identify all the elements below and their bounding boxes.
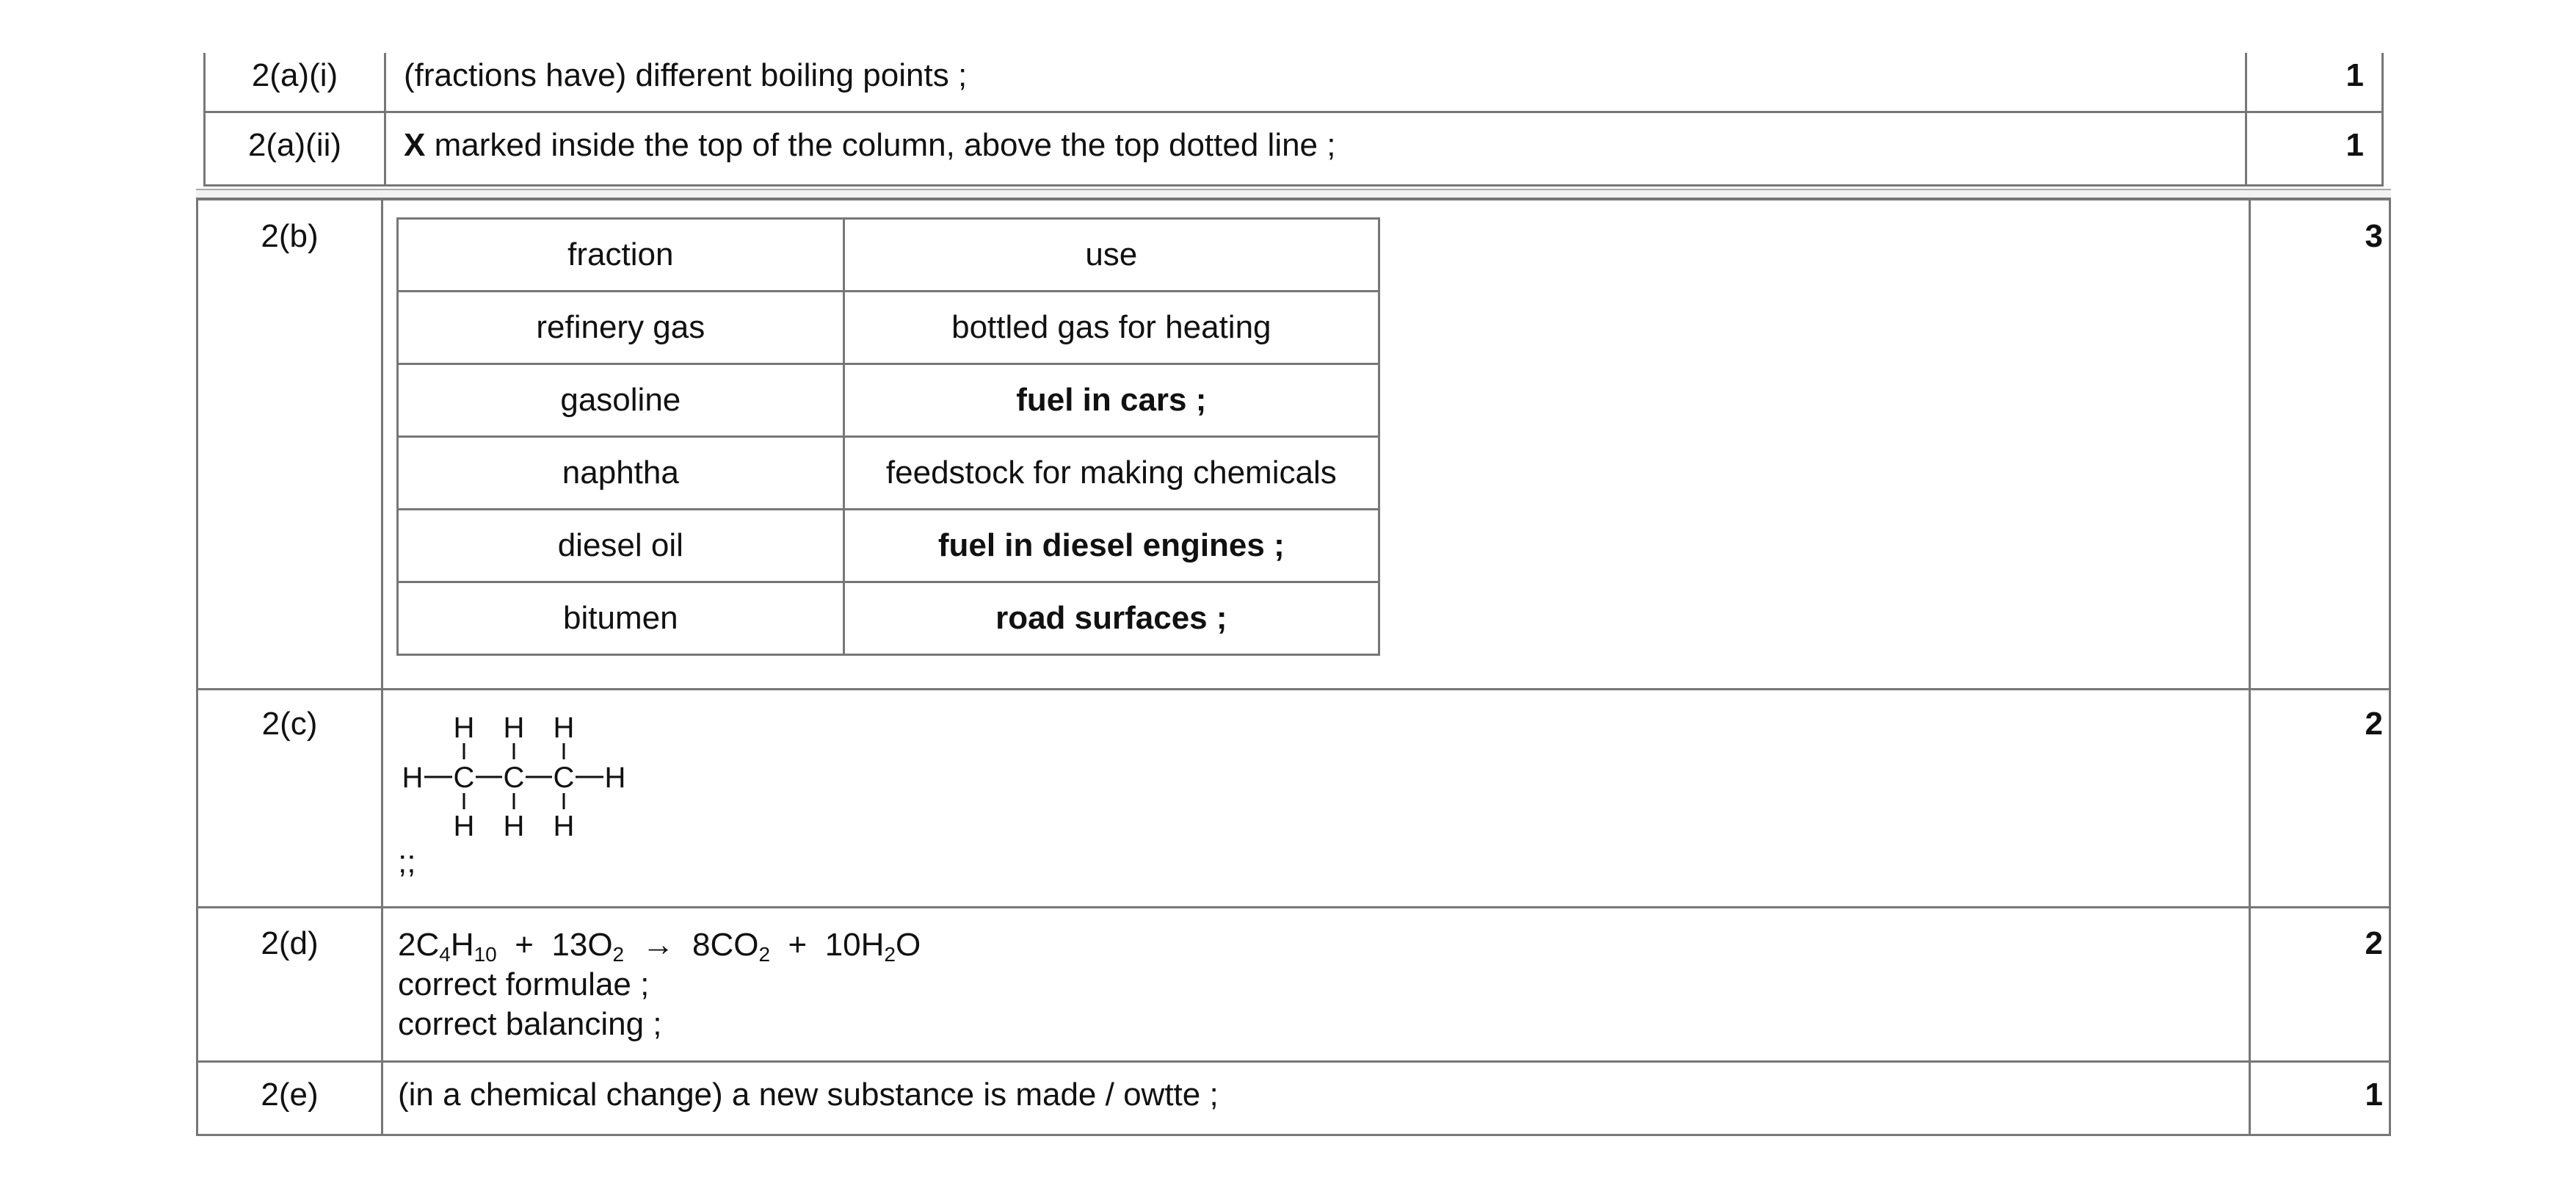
marks-value: 1 [2345,127,2364,163]
question-number: 2(c) [261,706,318,742]
answer-text [404,111,2224,184]
atom-h: H [604,762,626,794]
marks-value: 2 [2365,706,2383,742]
answer-rest: marked inside the top of the column, above the top dotted line ; [425,127,1336,163]
fraction-cell: bitumen [398,582,844,655]
atom-h: H [503,712,525,744]
atom-h: H [453,712,475,744]
marks-value: 3 [2365,218,2383,254]
atom-h: H [553,810,575,836]
answer-bold-mark: X [404,127,426,163]
atom-c: C [503,762,525,794]
atom-h: H [553,712,575,744]
marking-point: correct balancing ; [398,1006,662,1042]
question-number: 2(e) [261,1077,319,1113]
fraction-cell: gasoline [398,364,844,437]
question-number: 2(a)(ii) [247,127,342,163]
use-cell-answer: road surfaces ; [843,582,1379,655]
fraction-use-table [396,217,1380,656]
question-number: 2(a)(i) [251,57,338,93]
row-2e [196,1060,2391,1136]
table-header-row [398,219,1379,292]
marks-value: 1 [2345,57,2364,93]
atom-h: H [402,762,424,794]
use-cell: bottled gas for heating [843,292,1379,364]
answer-text [398,906,2233,1060]
use-cell-answer: fuel in diesel engines ; [843,510,1379,582]
atom-c: C [453,762,475,794]
question-number: 2(d) [261,925,319,961]
fraction-cell: refinery gas [398,292,844,364]
answer-marks-suffix: ;; [398,844,416,880]
atom-h: H [453,810,475,836]
header-use: use [843,219,1379,292]
marks-value: 2 [2365,925,2383,961]
marks-value: 1 [2365,1077,2383,1113]
answer-text: (fractions have) different boiling points ; [404,57,968,93]
table-separator [196,189,2391,199]
balanced-equation: $2C_4H_{10} + 13O_2 \to 8CO_2 + 10H_2O$ [398,927,921,966]
table-row [398,582,1379,655]
answer-text: (in a chemical change) a new substance is made / owtte ; [398,1077,1219,1113]
row-2d [196,906,2391,1063]
row-2a-ii [203,111,2384,187]
row-2a-i [203,53,2384,113]
table-row [398,364,1379,437]
propane-structural-formula [398,711,633,836]
use-cell: feedstock for making chemicals [843,437,1379,510]
fraction-cell: naphtha [398,437,844,510]
question-number: 2(b) [261,218,319,254]
atom-h: H [503,810,525,836]
fraction-cell: diesel oil [398,510,844,582]
table-row [398,510,1379,582]
table-row [398,292,1379,364]
atom-c: C [553,762,575,794]
header-fraction: fraction [398,219,844,292]
marking-point: correct formulae ; [398,966,650,1002]
table-row [398,437,1379,510]
use-cell-answer: fuel in cars ; [843,364,1379,437]
